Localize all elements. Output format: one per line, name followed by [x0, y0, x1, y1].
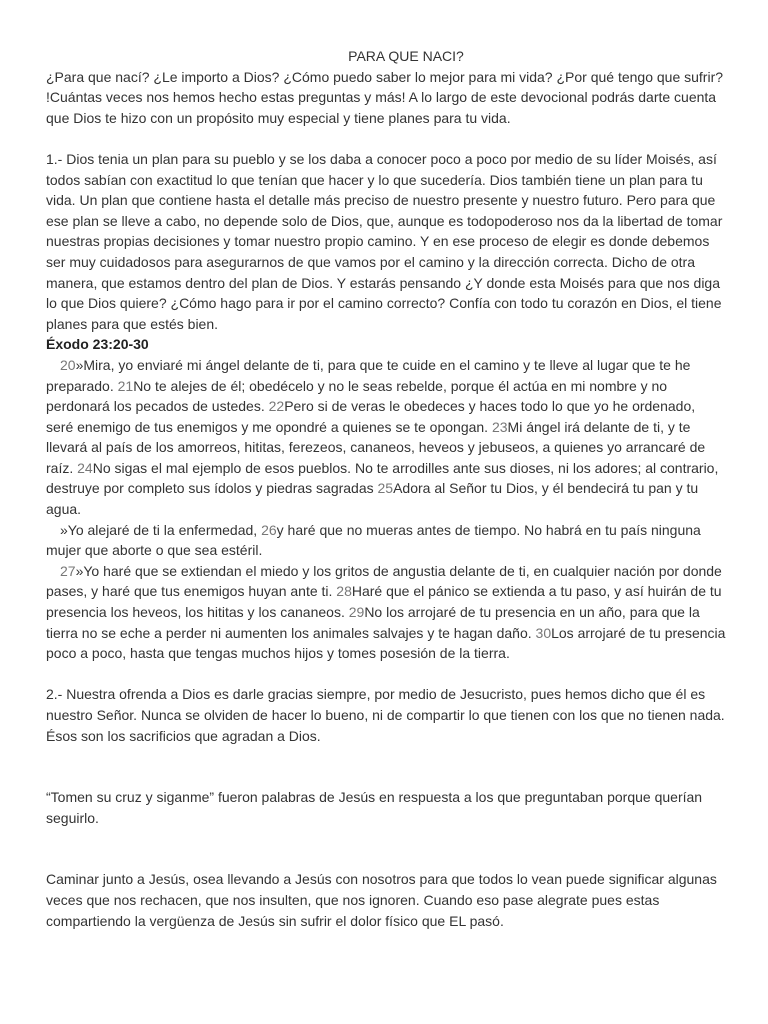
verse-text: No te alejes de él; obedécelo y no le seas rebelde, porque él actúa en mi nombre y no perdonará los pecados de ustedes.	[46, 377, 668, 415]
verses-27-30	[46, 561, 726, 664]
quote-paragraph: “Tomen su cruz y siganme” fueron palabras de Jesús en respuesta a los que preguntaban porque querían seguirlo.	[46, 789, 703, 826]
point-one-paragraph: 1.- Dios tenia un plan para su pueblo y se los daba a conocer poco a poco por medio de su líder Moisés, así todos sabían con exactitud lo que tenían que hacer y lo que sucedería. Dios también tiene un plan para tu vida. Un plan que contiene hasta el detalle más preciso de nuestro presente y nuestro futuro. Pero para que ese plan se lleve a cabo, no depende solo de Dios, que, aunque es todopoderoso nos da la libertad de tomar nuestras propias decisiones y tomar nuestro propio camino. Y en ese proceso de elegir es donde debemos ser muy cuidadosos para asegurarnos de que vamos por el camino y la dirección correcta. Dicho de otra manera, que estamos dentro del plan de Dios. Y estarás pensando ¿Y donde esta Moisés para que nos diga lo que Dios quiere? ¿Cómo hago para ir por el camino correcto? Confía con todo tu corazón en Dios, el tiene planes para que estés bien.	[46, 150, 723, 332]
verse-text: »Yo haré que se extiendan el miedo y los gritos de angustia delante de ti, en cualquier nación por donde pases, y haré que tus enemigos huyan ante ti.	[46, 562, 722, 600]
verse-number: 29	[348, 604, 365, 621]
verse-number: 25	[377, 480, 394, 497]
verse-text: Pero si de veras le obedeces y haces todo lo que yo he ordenado, seré enemigo de tus enemigos y me opondré a quienes se te opongan.	[46, 398, 696, 435]
verse-number: 23	[491, 418, 508, 435]
verse-number: 20	[60, 356, 76, 373]
document-title: PARA QUE NACI?	[348, 48, 464, 64]
verse-text: »Yo alejaré de ti la enfermedad,	[60, 521, 262, 538]
scripture-reference: Éxodo 23:20-30	[46, 336, 149, 353]
document-page	[46, 46, 726, 931]
paragraph-spacer	[46, 828, 726, 869]
point-two-paragraph: 2.- Nuestra ofrenda a Dios es darle gracias siempre, por medio de Jesucristo, pues hemos dicho que él es nuestro Señor. Nunca se olviden de hacer lo bueno, ni de compartir lo que tienen con los que no tienen nada. Ésos son los sacrificios que agradan a Dios.	[46, 686, 725, 744]
verse-text: Haré que el pánico se extienda a tu paso, y así huirán de tu presencia los heveos, los hititas y los cananeos.	[46, 583, 722, 621]
paragraph-spacer	[46, 128, 726, 149]
verse-number: 22	[268, 398, 285, 415]
verse-number: 21	[117, 377, 134, 394]
verse-number: 24	[77, 459, 93, 476]
intro-paragraph: ¿Para que nací? ¿Le importo a Dios? ¿Cómo puedo saber lo mejor para mi vida? ¿Por qué tengo que sufrir? !Cuántas veces nos hemos hecho estas preguntas y más! A lo largo de este devocional podrás darte cuenta que Dios te hizo con un propósito muy especial y tiene planes para tu vida.	[46, 68, 724, 126]
verse-number: 26	[261, 521, 277, 538]
verse-text: y haré que no mueras antes de tiempo. No habrá en tu país ninguna mujer que aborte o que sea estéril.	[46, 521, 701, 559]
verses-25-26	[46, 520, 726, 561]
verse-text: Mi ángel irá delante de ti, y te llevará al país de los amorreos, hititas, ferezeos, cananeos, heveos y jebuseos, a quienes yo arrancaré de raíz.	[46, 418, 706, 476]
closing-paragraph: Caminar junto a Jesús, osea llevando a Jesús con nosotros para que todos lo vean puede significar algunas veces que nos rechacen, que nos insulten, que nos ignoren. Cuando eso pase alegrate pues estas compartiendo la vergüenza de Jesús sin sufrir el dolor físico que EL pasó.	[46, 871, 717, 929]
verse-text: No los arrojaré de tu presencia en un año, para que la tierra no se eche a perder ni aumenten los animales salvajes y te hagan daño.	[46, 604, 700, 641]
verse-number: 28	[336, 583, 352, 600]
verse-number: 27	[60, 562, 76, 579]
verse-text: Los arrojaré de tu presencia poco a poco, hasta que tengas muchos hijos y tomes posesión de la tierra.	[46, 624, 726, 662]
verse-text: Adora al Señor tu Dios, y él bendecirá tu pan y tu agua.	[46, 480, 699, 518]
verse-text: No sigas el mal ejemplo de esos pueblos. No te arrodilles ante sus dioses, ni los adores; al contrario, destruye por completo sus ídolos y piedras sagradas	[46, 459, 719, 497]
verses-20-25	[46, 355, 726, 520]
verse-number: 30	[535, 624, 552, 641]
verse-text: »Mira, yo enviaré mi ángel delante de ti, para que te cuide en el camino y te lleve al lugar que te he preparado.	[46, 356, 691, 394]
paragraph-spacer	[46, 664, 726, 685]
paragraph-spacer	[46, 746, 726, 787]
